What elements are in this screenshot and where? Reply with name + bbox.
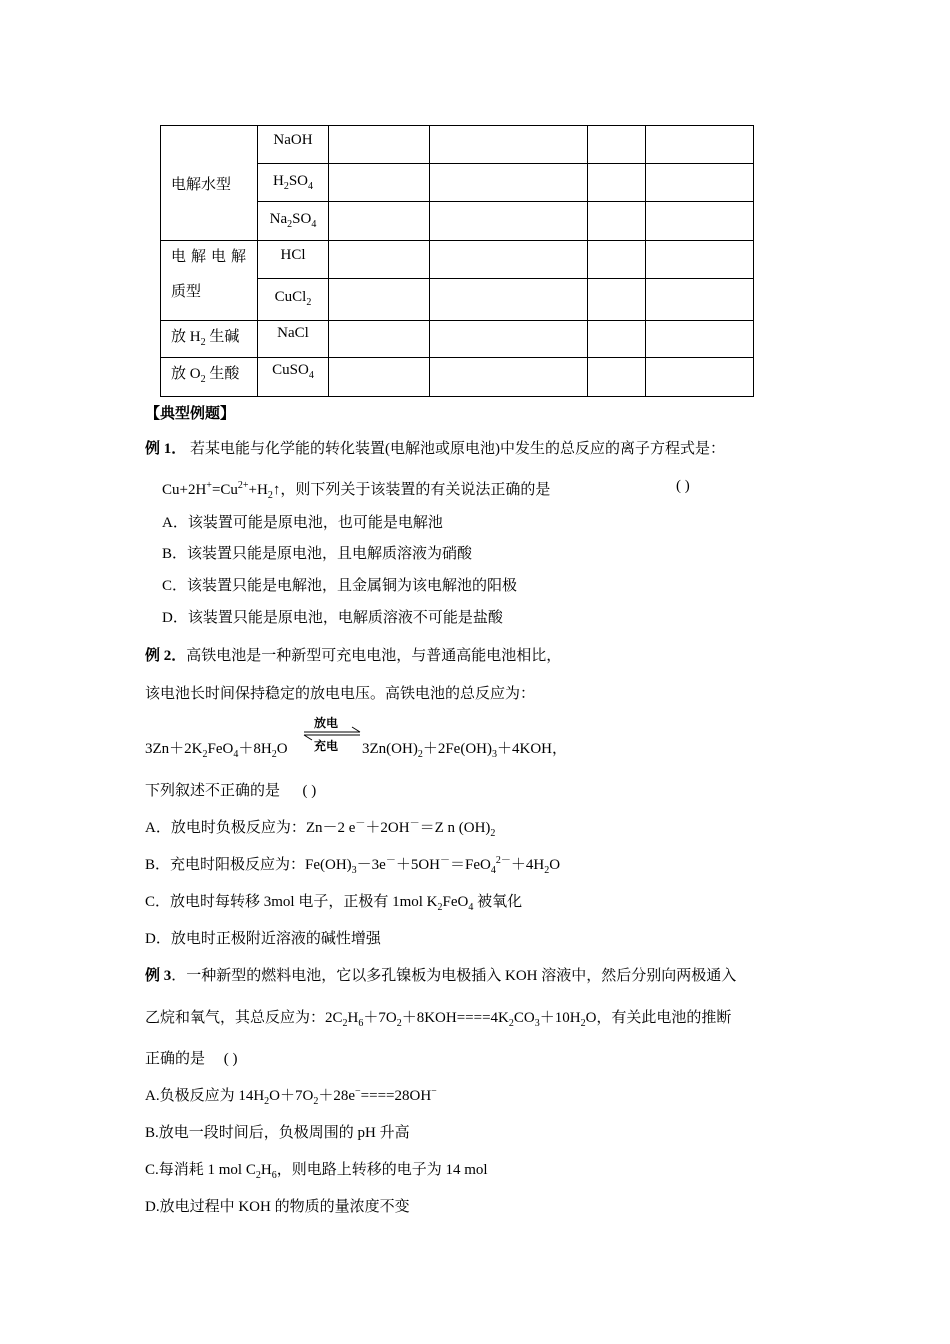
example-3-stem-line3: 正确的是 ( ) <box>145 1051 238 1067</box>
example-3-option-b: B.放电一段时间后，负极周围的 pH 升高 <box>145 1125 410 1141</box>
category-cell: 电解水型 <box>161 126 258 241</box>
example-3-stem-line2: 乙烷和氧气，其总反应为：$2C_2H_6+7O_2+8KOH====4K_2CO_3+10H_2O$，有关此电池的推断 <box>145 1010 732 1029</box>
electrolysis-table <box>160 125 754 397</box>
category-cell: 放 $O_2$ 生酸 <box>161 358 258 397</box>
example-1-option-a: A．该装置可能是原电池，也可能是电解池 <box>162 515 443 531</box>
example-2-stem: 例 2．高铁电池是一种新型可充电电池，与普通高能电池相比， <box>145 648 562 664</box>
electrolyte-cell: CuCl$_2$ <box>258 279 329 321</box>
category-cell: 放 $H_2$ 生碱 <box>161 321 258 358</box>
example-2-option-c: C．放电时每转移 3mol 电子，正极有 1mol $K_2FeO_4$ 被氧化 <box>145 894 523 913</box>
category-cell: 电解电解 质型 <box>161 241 258 321</box>
example-3-option-d: D.放电过程中 KOH 的物质的量浓度不变 <box>145 1199 410 1215</box>
electrolyte-cell: NaCl <box>258 321 329 358</box>
example-3-option-c: C.每消耗 1 mol $C_2H_6$，则电路上转移的电子为 14 mol <box>145 1162 488 1181</box>
example-1-stem: 例 1． 若某电能与化学能的转化装置(电解池或原电池)中发生的总反应的离子方程式是： <box>145 441 726 457</box>
electrolyte-cell: HCl <box>258 241 329 279</box>
example-2-reactants: $3Zn+2K_2FeO_4+8H_2O$ <box>145 741 288 760</box>
example-2-question: 下列叙述不正确的是 ( ) <box>145 783 317 799</box>
electrolyte-cell: $H_2SO_4$ <box>258 164 329 202</box>
example-1-answer-paren: ( ) <box>676 478 690 494</box>
section-title: 【典型例题】 <box>145 406 236 422</box>
example-1-option-c: C．该装置只能是电解池，且金属铜为该电解池的阳极 <box>162 578 518 594</box>
example-3-stem: 例 3．一种新型的燃料电池，它以多孔镍板为电极插入 KOH 溶液中，然后分别向两极通入 <box>145 968 737 984</box>
example-2-option-b: B．充电时阳极反应为：$Fe(OH)_3-3e^-+5OH^-=FeO_4^{2-}+4H_2O$ <box>145 855 561 876</box>
electrolyte-cell: NaOH <box>258 126 329 164</box>
reversible-arrow: 放电 充电 <box>302 714 364 754</box>
example-3-option-a: A.负极反应为 $14H_2O+7O_2+28e^-====28OH^-$ <box>145 1086 437 1107</box>
example-1-option-b: B．该装置只能是原电池，且电解质溶液为硝酸 <box>162 546 473 562</box>
example-2-option-d: D．放电时正极附近溶液的碱性增强 <box>145 931 381 947</box>
example-2-stem-line2: 该电池长时间保持稳定的放电电压。高铁电池的总反应为： <box>145 686 536 702</box>
example-1-equation: $Cu+2H^+=Cu^{2+}+H_2↑$，则下列关于该装置的有关说法正确的是 <box>162 480 551 501</box>
electrolyte-cell: $Na_2SO_4$ <box>258 202 329 241</box>
example-2-option-a: A．放电时负极反应为：Zn－2 e－＋2OH－＝Z n $(OH)_2$ <box>145 818 496 839</box>
electrolyte-cell: CuSO$_4$ <box>258 358 329 397</box>
example-2-products: $3Zn(OH)_2+2Fe(OH)_3+4KOH$， <box>362 741 567 760</box>
example-1-option-d: D．该装置只能是原电池，电解质溶液不可能是盐酸 <box>162 610 503 626</box>
